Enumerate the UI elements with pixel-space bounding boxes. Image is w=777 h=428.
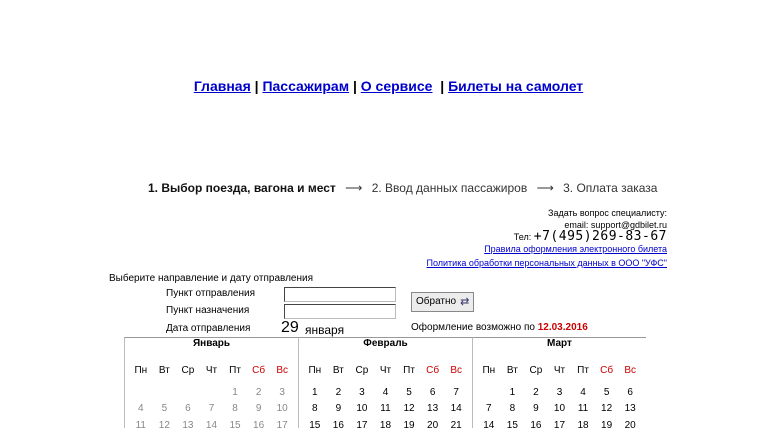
calendar-day[interactable]: 18 [379,419,392,428]
calendar-day: 6 [185,403,191,415]
weekday-header: Чт [205,364,218,376]
calendar-day[interactable]: 6 [429,386,436,398]
calendar-empty-cell [200,384,224,401]
calendar-day: 15 [229,419,241,428]
weekday-header: Ср [181,364,195,376]
weekday-header: Пт [229,364,241,376]
calendar-day[interactable]: 16 [530,419,542,428]
return-button[interactable] [411,292,474,312]
calendar-day[interactable]: 15 [309,419,321,428]
calendar-day[interactable]: 19 [403,419,415,428]
rules-link[interactable]: Правила оформления электронного билета [484,244,667,254]
nav-separator: | [440,78,445,94]
weekday-header: Вт [506,364,518,376]
weekday-header: Вс [624,364,637,376]
selected-date-day[interactable]: 29 [281,319,299,336]
step-arrow-icon: ⟶ [536,181,554,195]
form-heading: Выберите направление и дату отправления [109,273,314,284]
calendar-day[interactable]: 1 [312,386,318,398]
calendar-day[interactable]: 4 [580,386,586,398]
calendar-day[interactable]: 10 [356,403,368,415]
calendar-day[interactable]: 5 [603,386,610,398]
support-ask: Задать вопрос специалисту: [548,208,667,218]
calendar-day[interactable]: 12 [403,403,415,415]
calendar-day[interactable]: 11 [380,403,391,415]
calendar-day[interactable]: 17 [356,419,368,428]
weekday-header: Сб [252,364,266,376]
calendar-day[interactable]: 19 [601,419,613,428]
step-3: 3. Оплата заказа [563,181,658,195]
swap-arrows-icon: ⇄ [460,296,470,308]
phone-prefix: Тел: [513,232,532,242]
calendar-day[interactable]: 14 [483,419,495,428]
from-label: Пункт отправления [166,288,256,299]
calendar-day: 1 [232,386,238,398]
weekday-header: Пн [134,364,148,376]
calendar-day[interactable]: 20 [624,419,636,428]
step-2: 2. Ввод данных пассажиров [371,181,528,195]
calendar-empty-cell [176,384,200,401]
booking-steps [148,181,657,195]
weekday-header: Сб [600,364,614,376]
support-email: email: support@gdbilet.ru [564,220,667,230]
calendar-day[interactable]: 17 [553,419,566,428]
calendar-empty-cell [477,384,501,401]
nav-separator: | [254,78,259,94]
calendar-day[interactable]: 2 [335,386,342,398]
calendar-day[interactable]: 15 [506,419,518,428]
nav-separator: | [352,78,357,94]
calendar-day: 17 [276,419,288,428]
calendar-day: 9 [255,403,262,415]
nav-link-home[interactable]: Главная [193,78,251,94]
calendar-day[interactable]: 9 [533,403,539,415]
weekday-header: Ср [529,364,543,376]
calendar-day[interactable]: 21 [450,419,462,428]
calendar-day: 16 [253,419,265,428]
calendar-day[interactable]: 7 [486,403,492,415]
weekday-header: Вт [158,364,170,376]
calendar-day[interactable]: 1 [509,386,516,398]
nav-link-about[interactable]: О сервисе [360,78,433,94]
calendar-day[interactable]: 20 [427,419,439,428]
weekday-header: Пн [482,364,496,376]
top-navigation [0,78,777,94]
calendar-day: 11 [135,419,146,428]
calendar-day[interactable]: 8 [312,403,318,415]
weekday-header: Чт [553,364,566,376]
calendar-day: 14 [205,419,218,428]
support-phone-row [426,231,667,243]
calendar-day[interactable]: 3 [359,386,365,398]
calendar-day: 4 [138,403,144,415]
calendar-month-title: Март [547,338,572,349]
weekday-header: Сб [426,364,440,376]
calendar-day[interactable]: 5 [406,386,412,398]
nav-link-passengers[interactable]: Пассажирам [262,78,350,94]
calendar-day[interactable]: 11 [577,403,589,415]
to-label: Пункт назначения [166,305,250,316]
weekday-header: Вс [450,364,463,376]
calendar-day[interactable]: 3 [556,386,563,398]
calendar-day: 3 [279,386,285,398]
from-input[interactable] [284,287,396,302]
calendar-day: 5 [161,403,168,415]
return-button-label: Обратно [416,296,457,307]
calendar-month [124,337,298,428]
calendar-empty-cell [129,384,153,401]
step-arrow-icon: ⟶ [345,181,363,195]
weekday-header: Пн [308,364,322,376]
calendar-month [472,337,646,428]
booking-limit-text: Оформление возможно по [411,322,535,333]
booking-limit [411,322,588,333]
weekday-header: Чт [379,364,392,376]
weekday-header: Вс [276,364,289,376]
calendar-month-title: Январь [192,338,231,349]
to-input[interactable] [284,304,396,319]
calendar-day: 8 [232,403,238,415]
calendar-day[interactable]: 8 [509,403,516,415]
weekday-header: Пт [403,364,415,376]
calendar-day[interactable]: 9 [335,403,342,415]
calendar-day: 7 [208,403,215,415]
calendar-day: 10 [276,403,288,415]
calendar-day[interactable]: 13 [427,403,439,415]
support-block [426,207,667,269]
calendar-empty-cell [153,384,177,401]
calendar-day[interactable]: 16 [332,419,344,428]
calendar-day[interactable]: 18 [577,419,589,428]
calendar-day[interactable]: 2 [533,386,539,398]
weekday-header: Вт [332,364,344,376]
calendar-month [298,337,472,428]
calendar-day[interactable]: 6 [627,386,633,398]
weekday-header: Ср [355,364,369,376]
calendar-day[interactable]: 12 [601,403,613,415]
date-label: Дата отправления [166,323,251,334]
calendar-day[interactable]: 4 [382,386,389,398]
calendar-day: 2 [255,386,262,398]
booking-limit-date: 12.03.2016 [537,322,588,333]
calendar-day[interactable]: 14 [450,403,462,415]
calendar-day[interactable]: 13 [624,403,636,415]
calendar-month-title: Февраль [363,338,408,349]
calendar-day: 13 [182,419,194,428]
privacy-link[interactable]: Политика обработки персональных данных в ООО "УФС" [426,258,667,268]
phone-number: +7(495)269-83-67 [533,229,667,244]
weekday-header: Пт [577,364,589,376]
calendar-day[interactable]: 7 [453,386,459,398]
calendar-day[interactable]: 10 [553,403,566,415]
calendar-day: 12 [158,419,170,428]
selected-date-month[interactable]: января [305,323,345,337]
step-1: 1. Выбор поезда, вагона и мест [148,181,336,195]
nav-link-flights[interactable]: Билеты на самолет [448,78,584,94]
